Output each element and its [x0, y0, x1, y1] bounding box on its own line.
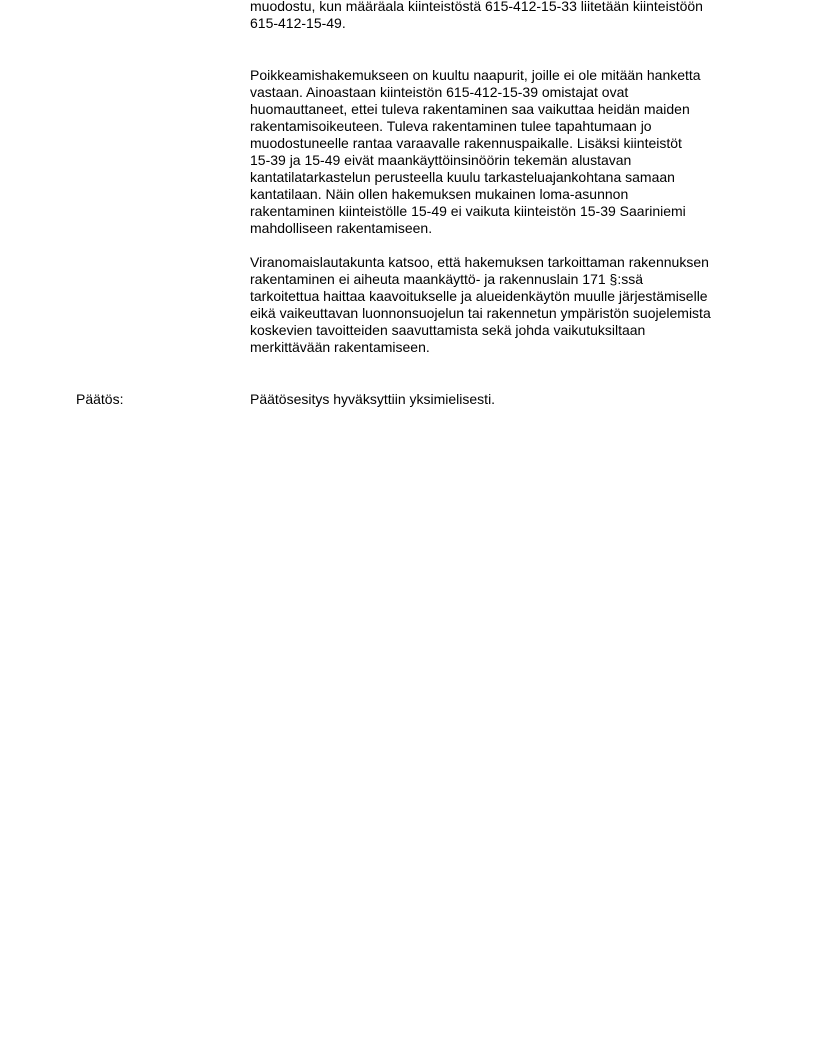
decision-label: Päätös: [76, 391, 124, 407]
text-line: kantatilatarkastelun perusteella kuulu tarkasteluajankohtana samaan [250, 169, 675, 185]
text-line: muodostuneelle rantaa varaavalle rakennuspaikalle. Lisäksi kiinteistöt [250, 135, 682, 151]
decision-text: Päätösesitys hyväksyttiin yksimielisesti. [250, 391, 496, 407]
text-line: kantatilaan. Näin ollen hakemuksen mukainen loma-asunnon [250, 186, 629, 202]
text-line: merkittävään rakentamiseen. [250, 339, 430, 355]
text-line: 615-412-15-49. [250, 15, 346, 31]
text-line: eikä vaikeuttavan luonnonsuojelun tai rakennetun ympäristön suojelemista [250, 305, 711, 321]
paragraph-parcel-merge [250, 0, 740, 32]
text-line: koskevien tavoitteiden saavuttamista sekä johda vaikutuksiltaan [250, 322, 646, 338]
text-line: mahdolliseen rakentamiseen. [250, 220, 433, 236]
text-line: muodostu, kun määräala kiinteistöstä 615-412-15-33 liitetään kiinteistöön [250, 0, 703, 14]
text-line: huomauttaneet, ettei tuleva rakentaminen saa vaikuttaa heidän maiden [250, 101, 690, 117]
text-line: rakentaminen ei aiheuta maankäyttö- ja rakennuslain 171 §:ssä [250, 271, 644, 287]
paragraph-authority-assessment [250, 254, 740, 356]
text-line: Poikkeamishakemukseen on kuultu naapurit, joille ei ole mitään hanketta [250, 67, 701, 83]
text-line: rakentaminen kiinteistölle 15-49 ei vaikuta kiinteistön 15-39 Saariniemi [250, 203, 686, 219]
text-line: 15-39 ja 15-49 eivät maankäyttöinsinöörin tekemän alustavan [250, 152, 632, 168]
paragraph-neighbour-consultation [250, 67, 740, 237]
text-line: vastaan. Ainoastaan kiinteistön 615-412-15-39 omistajat ovat [250, 84, 629, 100]
text-line: tarkoitettua haittaa kaavoitukselle ja alueidenkäytön muulle järjestämiselle [250, 288, 708, 304]
text-line: rakentamisoikeuteen. Tuleva rakentaminen tulee tapahtumaan jo [250, 118, 652, 134]
text-line: Viranomaislautakunta katsoo, että hakemuksen tarkoittaman rakennuksen [250, 254, 709, 270]
